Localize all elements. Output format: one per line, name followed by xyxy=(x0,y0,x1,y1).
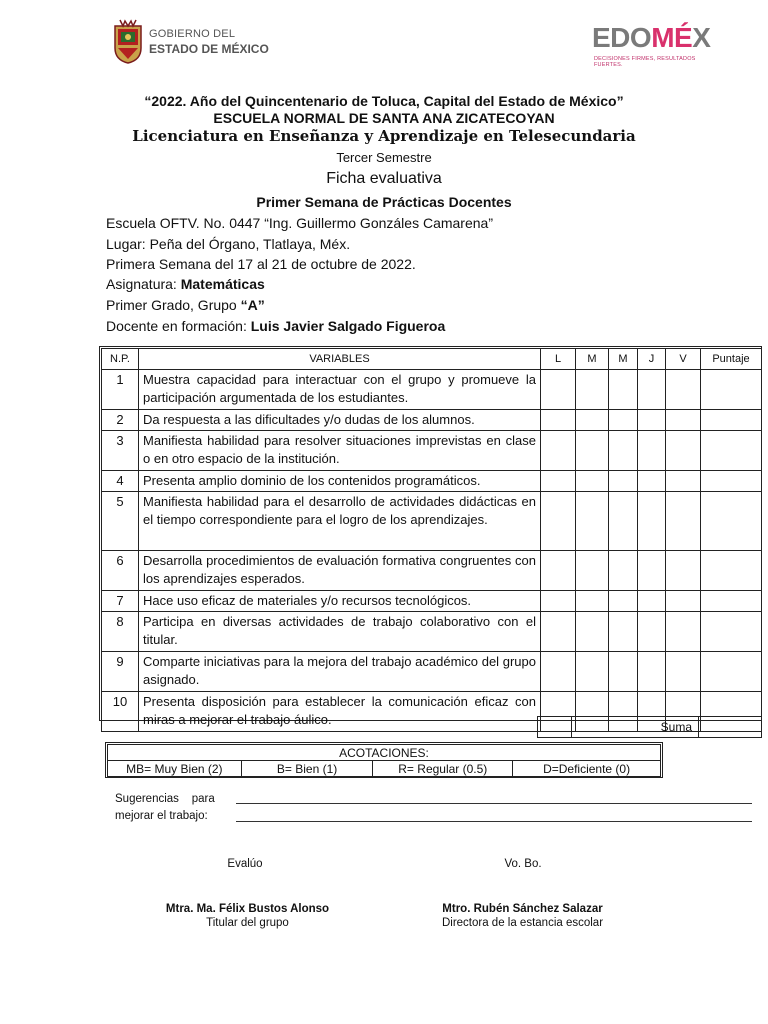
cell-l[interactable] xyxy=(541,370,576,410)
cell-v[interactable] xyxy=(666,551,701,591)
cell-m2[interactable] xyxy=(609,370,638,410)
cell-j[interactable] xyxy=(638,652,666,692)
cell-m2[interactable] xyxy=(609,471,638,492)
acotacion-b: B= Bien (1) xyxy=(241,761,373,777)
acotacion-d: D=Deficiente (0) xyxy=(513,761,661,777)
row-np: 3 xyxy=(102,431,139,471)
row-np: 1 xyxy=(102,370,139,410)
table-row xyxy=(102,652,762,692)
cell-m1[interactable] xyxy=(576,431,609,471)
cell-v[interactable] xyxy=(666,471,701,492)
row-variable: Muestra capacidad para interactuar con el grupo y promueve la participación argumentada de los estudiantes. xyxy=(139,370,541,410)
info-escuela: Escuela OFTV. No. 0447 “Ing. Guillermo Gonzáles Camarena” xyxy=(106,215,493,231)
docente-label: Docente en formación: xyxy=(106,318,251,334)
table-row xyxy=(102,591,762,612)
info-asignatura xyxy=(106,276,265,292)
header-m2: M xyxy=(609,349,638,370)
header-j: J xyxy=(638,349,666,370)
cell-j[interactable] xyxy=(638,410,666,431)
cell-l[interactable] xyxy=(541,410,576,431)
form-title: Ficha evaluativa xyxy=(326,170,442,187)
edomex-prefix: EDO xyxy=(592,22,652,53)
table-row xyxy=(102,551,762,591)
signer2-name: Mtro. Rubén Sánchez Salazar xyxy=(442,903,603,915)
row-variable: Comparte iniciativas para la mejora del trabajo académico del grupo asignado. xyxy=(139,652,541,692)
cell-m1[interactable] xyxy=(576,551,609,591)
cell-v[interactable] xyxy=(666,591,701,612)
header-l: L xyxy=(541,349,576,370)
cell-m2[interactable] xyxy=(609,591,638,612)
signer2-role: Directora de la estancia escolar xyxy=(441,917,604,929)
cell-puntaje[interactable] xyxy=(701,410,762,431)
cell-m1[interactable] xyxy=(576,612,609,652)
sugerencias-line-1[interactable] xyxy=(236,803,752,804)
header-variables: VARIABLES xyxy=(139,349,541,370)
row-variable: Manifiesta habilidad para resolver situaciones imprevistas en clase o en otro espacio de la institución. xyxy=(139,431,541,471)
cell-puntaje[interactable] xyxy=(701,612,762,652)
table-row xyxy=(102,471,762,492)
cell-j[interactable] xyxy=(638,471,666,492)
cell-j[interactable] xyxy=(638,551,666,591)
cell-m1[interactable] xyxy=(576,652,609,692)
state-seal-icon xyxy=(112,18,144,64)
row-variable: Presenta amplio dominio de los contenidos programáticos. xyxy=(139,471,541,492)
info-semana: Primera Semana del 17 al 21 de octubre de 2022. xyxy=(106,256,416,272)
suma-blank xyxy=(538,717,572,738)
edomex-suffix: X xyxy=(692,22,711,53)
suma-row xyxy=(537,716,762,738)
cell-puntaje[interactable] xyxy=(701,492,762,551)
cell-puntaje[interactable] xyxy=(701,591,762,612)
cell-m2[interactable] xyxy=(609,492,638,551)
degree-title: Licenciatura en Enseñanza y Aprendizaje en Telesecundaria xyxy=(132,127,636,145)
docente-value: Luis Javier Salgado Figueroa xyxy=(250,318,446,334)
cell-l[interactable] xyxy=(541,471,576,492)
acotaciones-title: ACOTACIONES: xyxy=(108,745,661,761)
row-variable: Participa en diversas actividades de trabajo colaborativo con el titular. xyxy=(139,612,541,652)
cell-m1[interactable] xyxy=(576,370,609,410)
cell-puntaje[interactable] xyxy=(701,551,762,591)
edomex-tagline: DECISIONES FIRMES, RESULTADOS FUERTES. xyxy=(594,56,696,68)
cell-puntaje[interactable] xyxy=(701,370,762,410)
semester: Tercer Semestre xyxy=(336,150,432,165)
info-docente xyxy=(106,318,445,334)
sugerencias-label-2: mejorar el trabajo: xyxy=(115,810,208,822)
table-row xyxy=(102,492,762,551)
signer1-name: Mtra. Ma. Félix Bustos Alonso xyxy=(165,903,330,915)
header-np: N.P. xyxy=(102,349,139,370)
cell-j[interactable] xyxy=(638,492,666,551)
evaluation-table xyxy=(101,348,762,732)
cell-puntaje[interactable] xyxy=(701,431,762,471)
table-header-row xyxy=(102,349,762,370)
edomex-wordmark xyxy=(592,22,710,54)
cell-j[interactable] xyxy=(638,591,666,612)
row-np: 8 xyxy=(102,612,139,652)
asignatura-label: Asignatura: xyxy=(106,276,181,292)
suma-value[interactable] xyxy=(699,717,762,738)
header-v: V xyxy=(666,349,701,370)
acotacion-r: R= Regular (0.5) xyxy=(373,761,513,777)
cell-m2[interactable] xyxy=(609,410,638,431)
grado-value: “A” xyxy=(240,297,265,313)
edomex-m: MÉ xyxy=(651,22,693,53)
table-row xyxy=(102,431,762,471)
acotacion-mb: MB= Muy Bien (2) xyxy=(108,761,242,777)
cell-l[interactable] xyxy=(541,612,576,652)
table-row xyxy=(102,410,762,431)
edomex-logo xyxy=(592,22,724,66)
row-variable: Hace uso eficaz de materiales y/o recursos tecnológicos. xyxy=(139,591,541,612)
cell-m2[interactable] xyxy=(609,551,638,591)
sugerencias-label-1: Sugerencias para xyxy=(115,793,215,805)
cell-m2[interactable] xyxy=(609,652,638,692)
asignatura-value: Matemáticas xyxy=(180,276,265,292)
row-variable: Manifiesta habilidad para el desarrollo de actividades didácticas en el tiempo correspondiente para el logro de los aprendizajes. xyxy=(139,492,541,551)
cell-m1[interactable] xyxy=(576,471,609,492)
school-name: ESCUELA NORMAL DE SANTA ANA ZICATECOYAN xyxy=(213,110,555,126)
cell-m1[interactable] xyxy=(576,492,609,551)
cell-m2[interactable] xyxy=(609,612,638,652)
cell-j[interactable] xyxy=(638,612,666,652)
cell-l[interactable] xyxy=(541,652,576,692)
grado-label: Primer Grado, Grupo xyxy=(106,297,241,313)
cell-j[interactable] xyxy=(638,370,666,410)
row-np: 2 xyxy=(102,410,139,431)
cell-m2[interactable] xyxy=(609,431,638,471)
cell-puntaje[interactable] xyxy=(701,471,762,492)
cell-l[interactable] xyxy=(541,551,576,591)
row-np: 7 xyxy=(102,591,139,612)
cell-l[interactable] xyxy=(541,431,576,471)
row-variable: Presenta disposición para establecer la comunicación eficaz con miras a mejorar el trabajo áulico. xyxy=(139,692,541,732)
cell-m1[interactable] xyxy=(576,591,609,612)
gov-line1: GOBIERNO DEL xyxy=(149,28,236,40)
gov-line2: ESTADO DE MÉXICO xyxy=(149,42,269,56)
year-motto: “2022. Año del Quincentenario de Toluca, Capital del Estado de México” xyxy=(144,93,624,109)
row-np: 9 xyxy=(102,652,139,692)
cell-l[interactable] xyxy=(541,492,576,551)
evaluo-label: Evalúo xyxy=(227,858,263,870)
cell-puntaje[interactable] xyxy=(701,652,762,692)
sugerencias-line-2[interactable] xyxy=(236,821,752,822)
row-np: 10 xyxy=(102,692,139,732)
acotaciones-table xyxy=(107,744,661,777)
cell-l[interactable] xyxy=(541,591,576,612)
cell-v[interactable] xyxy=(666,652,701,692)
vobo-label: Vo. Bo. xyxy=(504,858,542,870)
signer1-role: Titular del grupo xyxy=(206,917,289,929)
cell-j[interactable] xyxy=(638,431,666,471)
row-np: 5 xyxy=(102,492,139,551)
row-np: 6 xyxy=(102,551,139,591)
header-puntaje: Puntaje xyxy=(701,349,762,370)
cell-m1[interactable] xyxy=(576,410,609,431)
week-title: Primer Semana de Prácticas Docentes xyxy=(256,194,512,210)
cell-v[interactable] xyxy=(666,410,701,431)
cell-v[interactable] xyxy=(666,431,701,471)
header-m1: M xyxy=(576,349,609,370)
table-row xyxy=(102,612,762,652)
cell-v[interactable] xyxy=(666,612,701,652)
row-np: 4 xyxy=(102,471,139,492)
gobierno-estado-mexico-logo xyxy=(112,18,282,66)
table-row xyxy=(102,370,762,410)
cell-v[interactable] xyxy=(666,370,701,410)
info-grado xyxy=(106,297,265,313)
suma-label: Suma xyxy=(572,717,699,738)
cell-v[interactable] xyxy=(666,492,701,551)
row-variable: Da respuesta a las dificultades y/o dudas de los alumnos. xyxy=(139,410,541,431)
info-lugar: Lugar: Peña del Órgano, Tlatlaya, Méx. xyxy=(106,236,351,252)
row-variable: Desarrolla procedimientos de evaluación formativa congruentes con los aprendizajes esperados. xyxy=(139,551,541,591)
